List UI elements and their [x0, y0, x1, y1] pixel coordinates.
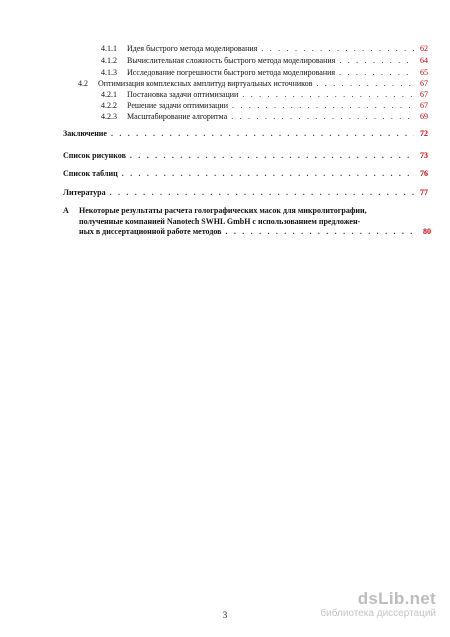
dot-leader [259, 44, 414, 54]
toc-entry-page-link[interactable]: 69 [420, 112, 428, 121]
watermark-subtitle: библиотека диссертаций [320, 608, 436, 619]
dot-leader [337, 56, 414, 66]
dot-leader [337, 68, 414, 78]
page-number: 3 [222, 610, 228, 620]
toc-chapter[interactable] [63, 188, 428, 198]
toc-chapter[interactable] [63, 129, 428, 139]
toc-chapter-title: Список рисунков [63, 151, 126, 160]
toc-chapter-title: Литература [63, 188, 106, 197]
toc-entry-title: Исследование погрешности быстрого метода моделирования [127, 68, 336, 77]
dot-leader [229, 112, 414, 122]
toc-chapter-page-link[interactable]: 73 [420, 151, 428, 160]
toc-entry[interactable] [101, 44, 428, 54]
toc-entry-title: Вычислительная сложность быстрого метода моделирования [127, 56, 336, 65]
toc-entry-page-link[interactable]: 62 [420, 44, 428, 53]
toc-entry[interactable] [101, 101, 428, 111]
appendix-letter: А [63, 206, 69, 215]
toc-entry-number: 4.2.2 [101, 101, 117, 110]
dot-leader [109, 129, 414, 139]
toc-entry-page-link[interactable]: 67 [420, 79, 428, 88]
toc-chapter-page-link[interactable]: 76 [420, 169, 428, 178]
appendix-title-line-3-row [79, 227, 431, 238]
toc-entry[interactable] [101, 112, 428, 122]
toc-entry-title: Оптимизация комплексных амплитуд виртуальных источников [98, 79, 313, 88]
toc-entry-title: Постановка задачи оптимизации [127, 90, 239, 99]
toc-appendix[interactable] [63, 206, 431, 242]
toc-appendix-page-link[interactable]: 80 [423, 227, 431, 236]
toc-entry-number: 4.1.3 [101, 68, 117, 77]
toc-entry[interactable] [101, 90, 428, 100]
toc-entry-page-link[interactable]: 67 [420, 90, 428, 99]
toc-entry-number: 4.1.2 [101, 56, 117, 65]
toc-entry[interactable] [101, 68, 428, 78]
dot-leader [120, 169, 414, 179]
dot-leader [314, 79, 414, 89]
toc-entry[interactable] [101, 56, 428, 66]
appendix-title-line-2: полученные компанией Nanotech SWHL GmbH с использованием предложен- [79, 216, 361, 226]
toc-entry-number: 4.1.1 [101, 44, 117, 53]
toc-entry-number: 4.2.3 [101, 112, 117, 121]
toc-chapter[interactable] [63, 151, 428, 161]
dot-leader [223, 227, 417, 238]
toc-entry-page-link[interactable]: 65 [420, 68, 428, 77]
toc-entry-number: 4.2.1 [101, 90, 117, 99]
toc-chapter[interactable] [63, 169, 428, 179]
toc-chapter-title: Список таблиц [63, 169, 118, 178]
dot-leader [108, 188, 414, 198]
toc-entry-number: 4.2 [78, 79, 88, 88]
toc-entry-page-link[interactable]: 64 [420, 56, 428, 65]
watermark-logo: dsLib.net [357, 589, 436, 608]
watermark [320, 589, 436, 619]
dot-leader [230, 101, 414, 111]
dot-leader [128, 151, 414, 161]
toc-entry[interactable] [78, 79, 428, 89]
toc-entry-title: Масштабирование алгоритма [127, 112, 228, 121]
toc-chapter-page-link[interactable]: 77 [420, 188, 428, 197]
appendix-title-line-3: ных в диссертационной работе методов [79, 227, 222, 236]
toc-chapter-title: Заключение [63, 129, 107, 138]
toc-entry-page-link[interactable]: 67 [420, 101, 428, 110]
dot-leader [240, 90, 414, 100]
appendix-title-line-1: Некоторые результаты расчета голографических масок для микролитографии, [79, 206, 367, 215]
toc-entry-title: Решение задачи оптимизации [127, 101, 228, 110]
toc-entry-title: Идея быстрого метода моделирования [127, 44, 258, 53]
toc-chapter-page-link[interactable]: 72 [420, 129, 428, 138]
